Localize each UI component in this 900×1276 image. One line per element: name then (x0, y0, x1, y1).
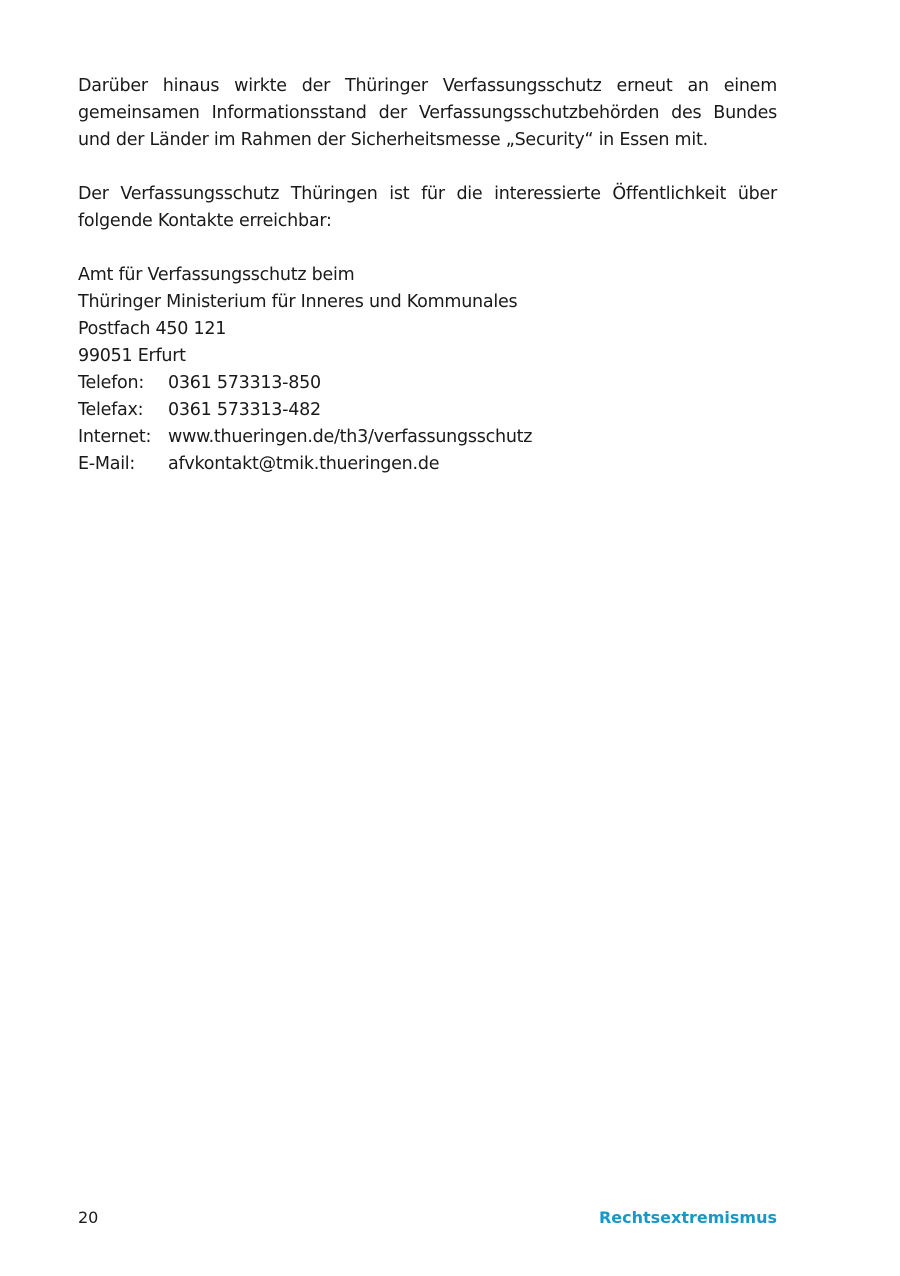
email-value: afvkontakt@tmik.thueringen.de (168, 454, 440, 474)
internet-label: Internet: (78, 427, 152, 447)
address-postbox: Postfach 450 121 (78, 319, 227, 339)
address-ministry: Thüringer Ministerium für Inneres und Kommunales (78, 292, 518, 312)
address-city: 99051 Erfurt (78, 346, 186, 366)
fax-label: Telefax: (78, 400, 144, 420)
contact-row-internet (78, 424, 777, 451)
contact-address-block (78, 262, 777, 478)
page-content (78, 73, 777, 478)
fax-value: 0361 573313-482 (168, 400, 321, 420)
contact-row-phone (78, 370, 777, 397)
phone-value: 0361 573313-850 (168, 373, 321, 393)
paragraph-contact-intro: Der Verfassungsschutz Thüringen ist für die interessierte Öffentlichkeit über folgende Kontakte erreichbar: (78, 184, 777, 231)
email-label: E-Mail: (78, 454, 136, 474)
phone-label: Telefon: (78, 373, 144, 393)
contact-row-fax (78, 397, 777, 424)
section-title: Rechtsextremismus (598, 1207, 777, 1227)
contact-row-email (78, 451, 777, 478)
address-office: Amt für Verfassungsschutz beim (78, 265, 355, 285)
page-number: 20 (78, 1207, 99, 1227)
page-footer (78, 1204, 777, 1230)
internet-value: www.thueringen.de/th3/verfassungsschutz (168, 427, 533, 447)
paragraph-security-fair: Darüber hinaus wirkte der Thüringer Verfassungsschutz erneut an einem gemeinsamen Informationsstand der Verfassungsschutzbehörden des Bundes und der Länder im Rahmen der Sicherheitsmesse „Security“ in Essen mit. (78, 76, 777, 150)
